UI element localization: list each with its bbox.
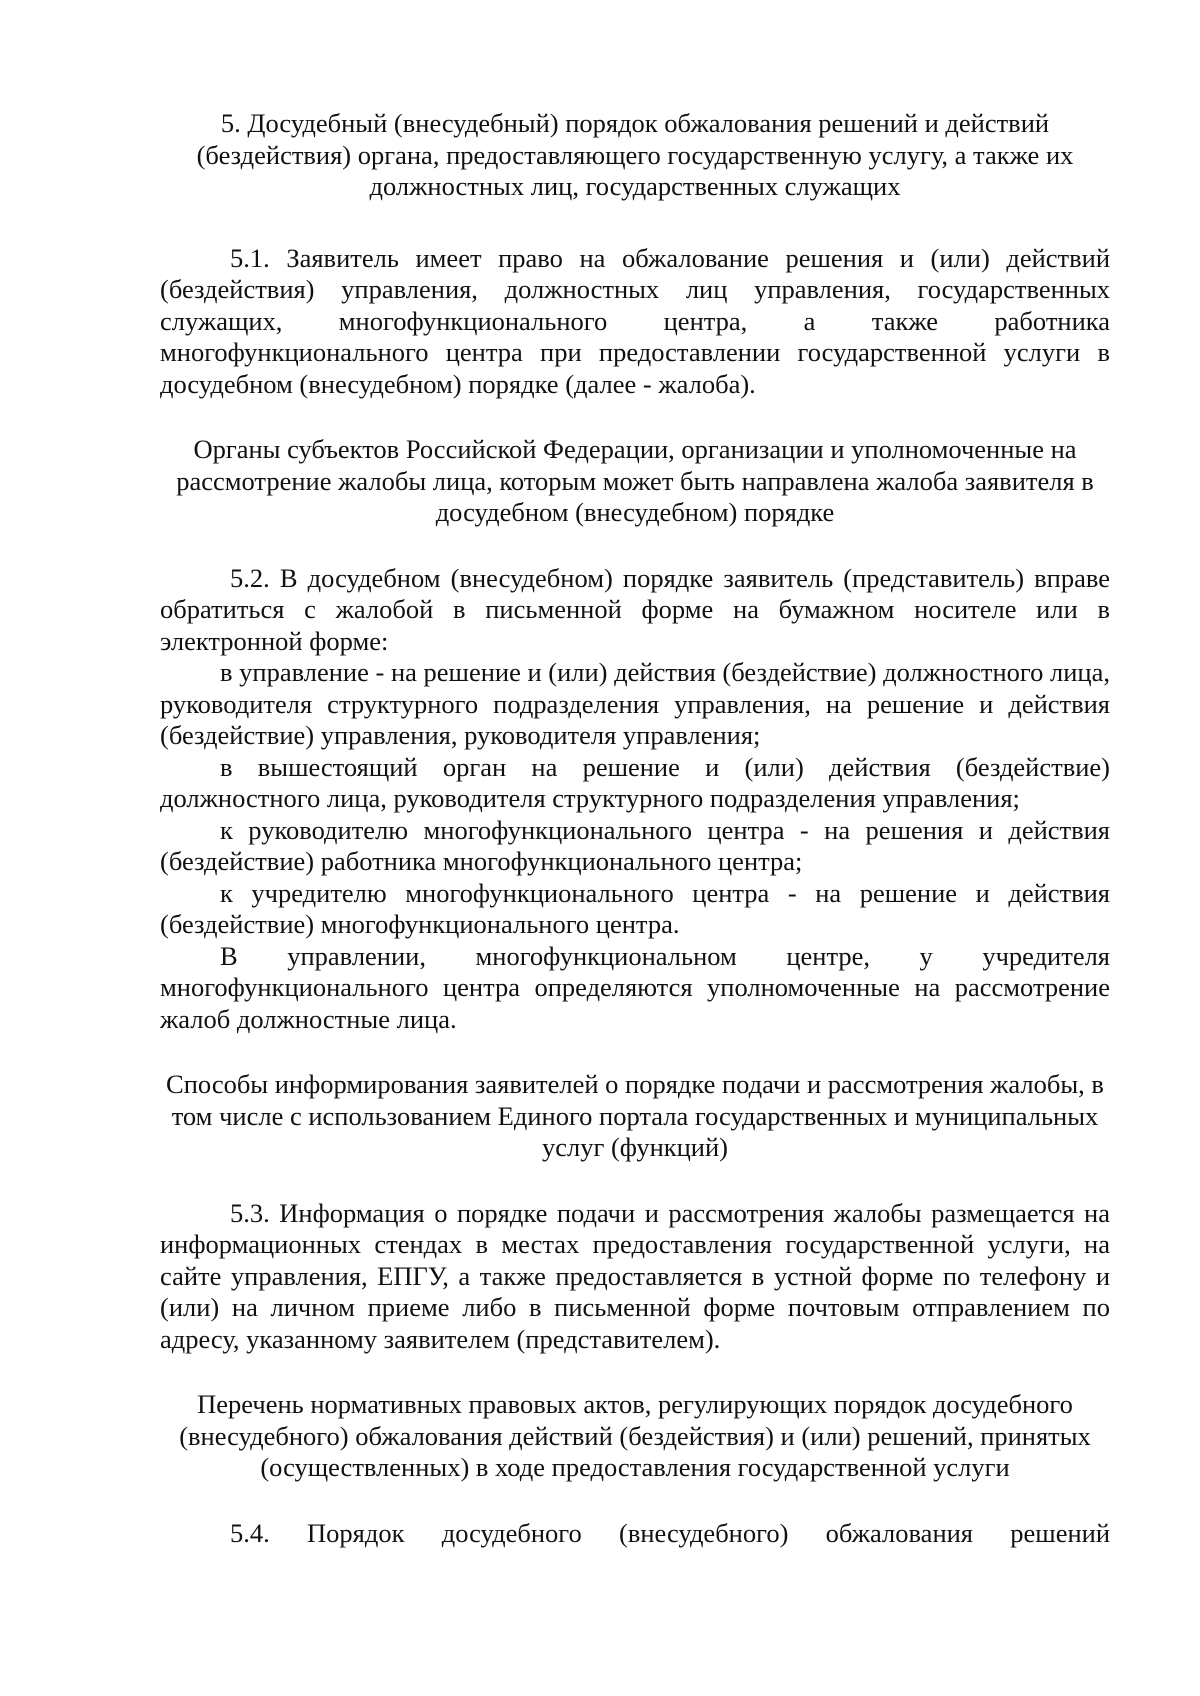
paragraph-5-3: 5.3. Информация о порядке подачи и рассмотрения жалобы размещается на информационных стендах в местах предоставления государственной услуги, на сайте управления, ЕПГУ, а также предоставляется в устной форме по телефону и (или) на личном приеме либо в письменной форме почтовым отправлением по адресу, указанному заявителем (представителем). bbox=[160, 1197, 1110, 1354]
subheading-inform: Способы информирования заявителей о порядке подачи и рассмотрения жалобы, в том числе с использованием Единого портала государственных и муниципальных услуг (функций) bbox=[166, 1069, 1104, 1162]
subheading-acts: Перечень нормативных правовых актов, регулирующих порядок досудебного (внесудебного) обжалования действий (бездействия) и (или) решений, принятых (осуществленных) в ходе предоставления государственной услуги bbox=[179, 1389, 1091, 1482]
list-item: к руководителю многофункционального центра - на решения и действия (бездействие) работника многофункционального центра; bbox=[160, 814, 1110, 876]
section-heading: 5. Досудебный (внесудебный) порядок обжалования решений и действий (бездействия) органа, предоставляющего государственную услугу, а также их должностных лиц, государственных служащих bbox=[196, 108, 1074, 201]
list-item: в управление - на решение и (или) действия (бездействие) должностного лица, руководителя структурного подразделения управления, на решение и действия (бездействие) управления, руководителя управления; bbox=[160, 657, 1110, 750]
list-item: В управлении, многофункциональном центре, у учредителя многофункционального центра определяются уполномоченные на рассмотрение жалоб должностные лица. bbox=[160, 940, 1110, 1034]
list-item: к учредителю многофункционального центра - на решение и действия (бездействие) многофункционального центра. bbox=[160, 877, 1110, 939]
paragraph-5-4: 5.4. Порядок досудебного (внесудебного) обжалования решений bbox=[230, 1517, 1110, 1548]
subheading-organs: Органы субъектов Российской Федерации, организации и уполномоченные на рассмотрение жалобы лица, которым может быть направлена жалоба заявителя в досудебном (внесудебном) порядке bbox=[176, 434, 1094, 527]
paragraph-5-1: 5.1. Заявитель имеет право на обжалование решения и (или) действий (бездействия) управления, должностных лиц управления, государственных служащих, многофункционального центра, а также работника многофункционального центра при предоставлении государственной услуги в досудебном (внесудебном) порядке (далее - жалоба). bbox=[160, 242, 1110, 399]
paragraph-5-2: 5.2. В досудебном (внесудебном) порядке заявитель (представитель) вправе обратиться с жалобой в письменной форме на бумажном носителе или в электронной форме: bbox=[160, 562, 1110, 656]
document-page bbox=[160, 108, 1110, 1549]
list-item: в вышестоящий орган на решение и (или) действия (бездействие) должностного лица, руководителя структурного подразделения управления; bbox=[160, 751, 1110, 813]
